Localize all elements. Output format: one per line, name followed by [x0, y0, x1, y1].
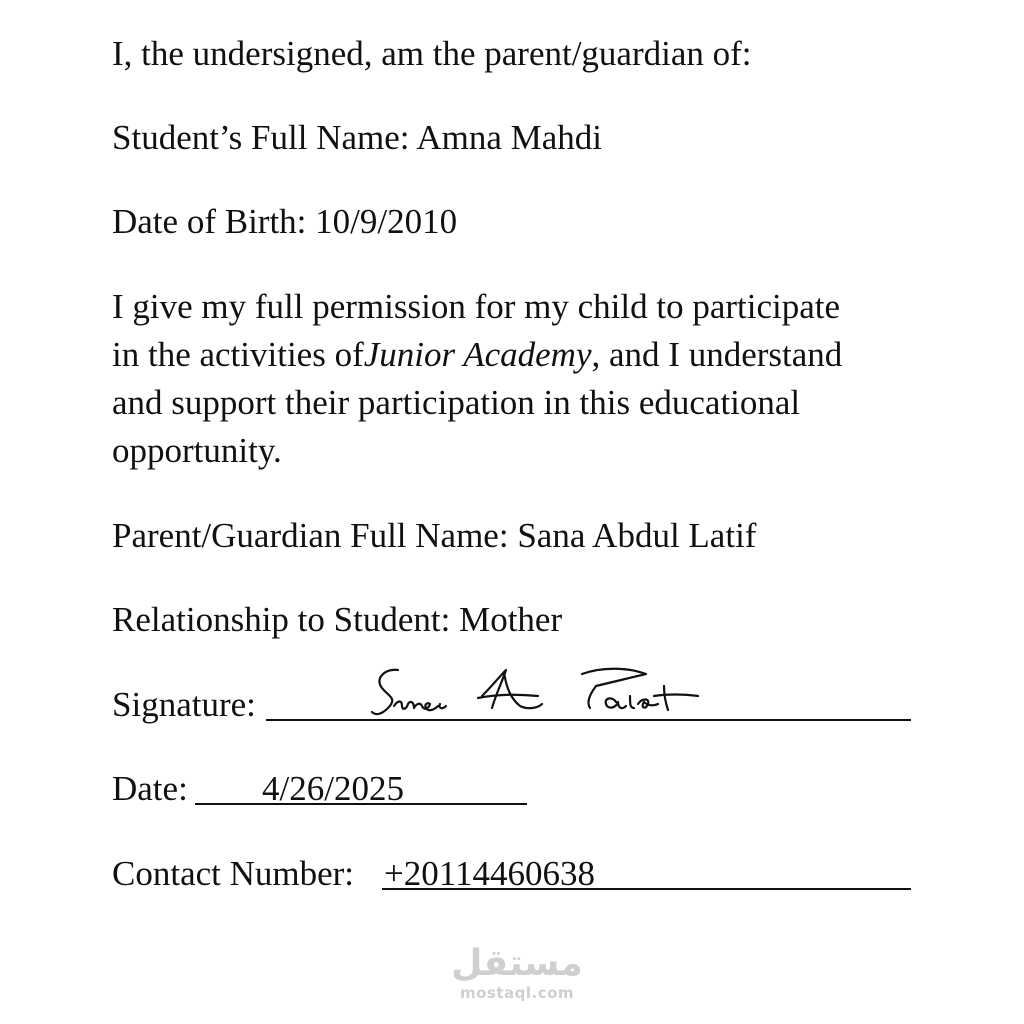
permission-line-2-end: , and I understand: [591, 335, 843, 374]
guardian-name-row: [112, 512, 756, 560]
permission-line-2-start: in the activities of: [112, 335, 364, 374]
relationship-value: Mother: [459, 600, 563, 639]
student-name-label: Student’s Full Name:: [112, 118, 410, 157]
relationship-label: Relationship to Student:: [112, 600, 451, 639]
date-of-birth-value: 10/9/2010: [315, 202, 458, 241]
contact-label: Contact Number:: [112, 854, 355, 893]
guardian-name-value: Sana Abdul Latif: [517, 516, 757, 555]
date-value: 4/26/2025: [262, 769, 404, 808]
permission-line-1: I give my full permission for my child to participate: [112, 287, 841, 326]
guardian-name-label: Parent/Guardian Full Name:: [112, 516, 509, 555]
relationship-row: [112, 596, 562, 644]
intro-statement: I, the undersigned, am the parent/guardian of:: [112, 34, 752, 73]
permission-paragraph: [112, 283, 912, 475]
date-label: Date:: [112, 769, 188, 808]
permission-line-2: [112, 331, 912, 379]
contact-value: +20114460638: [384, 854, 595, 893]
handwritten-signature: [368, 664, 708, 728]
date-of-birth-row: [112, 198, 457, 246]
permission-line-3: and support their participation in this educational: [112, 383, 801, 422]
student-name-value: Amna Mahdi: [416, 118, 602, 157]
mostaql-watermark: [432, 944, 602, 1002]
student-name-row: [112, 114, 602, 162]
date-of-birth-label: Date of Birth:: [112, 202, 307, 241]
permission-line-4: opportunity.: [112, 431, 282, 470]
watermark-url: mostaql.com: [459, 984, 575, 1002]
signature-label: Signature:: [112, 685, 256, 724]
academy-name: Junior Academy: [363, 335, 592, 374]
watermark-arabic-text: مستقل: [451, 943, 583, 984]
